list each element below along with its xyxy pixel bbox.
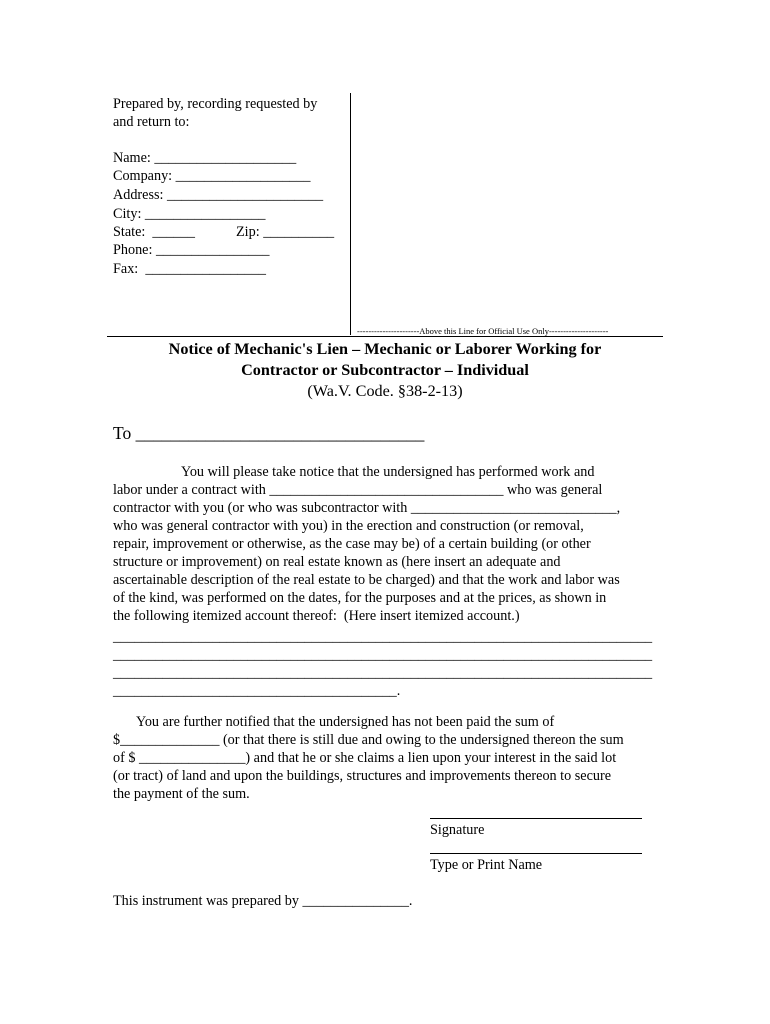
signature-label: Signature <box>430 822 485 838</box>
return-to-label: and return to: <box>113 114 190 130</box>
paragraph1-line: contractor with you (or who was subcontractor with _____________________________, <box>113 500 621 516</box>
paragraph1-line: who was general contractor with you) in the erection and construction (or removal, <box>113 518 584 534</box>
paragraph2-line: (or tract) of land and upon the buildings, structures and improvements thereon to secure <box>113 768 611 784</box>
state-field: State: ______ <box>113 224 195 240</box>
header-divider-vertical <box>350 93 351 335</box>
name-field: Name: ____________________ <box>113 150 297 166</box>
paragraph1-line: structure or improvement) on real estate known as (here insert an adequate and <box>113 554 561 570</box>
itemized-blank-line: ________________________________________. <box>113 683 401 699</box>
itemized-blank-line: ____________________________________________________________________________ <box>113 629 653 645</box>
document-title-line2: Contractor or Subcontractor – Individual <box>241 361 529 379</box>
zip-field: Zip: __________ <box>236 224 335 240</box>
official-use-label: ----------------------Above this Line for Official Use Only--------------------- <box>357 326 609 336</box>
paragraph1-line: labor under a contract with _________________________________ who was general <box>113 482 603 498</box>
print-name-line <box>430 853 642 854</box>
prepared-by-label: Prepared by, recording requested by <box>113 96 318 112</box>
prepared-by-statement: This instrument was prepared by _______________. <box>113 893 413 909</box>
to-line: To _________________________________ <box>113 423 425 443</box>
paragraph2-line: You are further notified that the undersigned has not been paid the sum of <box>136 714 555 730</box>
code-citation: (Wa.V. Code. §38-2-13) <box>307 382 463 400</box>
signature-line <box>430 818 642 819</box>
fax-field: Fax: _________________ <box>113 261 266 277</box>
document-title-line1: Notice of Mechanic's Lien – Mechanic or Laborer Working for <box>168 340 602 358</box>
itemized-blank-line: ____________________________________________________________________________ <box>113 665 653 681</box>
header-divider-horizontal <box>107 336 663 337</box>
phone-field: Phone: ________________ <box>113 242 270 258</box>
paragraph1-line: repair, improvement or otherwise, as the case may be) of a certain building (or other <box>113 536 591 552</box>
paragraph1-line: of the kind, was performed on the dates, for the purposes and at the prices, as shown in <box>113 590 607 606</box>
company-field: Company: ___________________ <box>113 168 311 184</box>
print-name-label: Type or Print Name <box>430 857 543 873</box>
paragraph1-line: ascertainable description of the real estate to be charged) and that the work and labor was <box>113 572 620 588</box>
paragraph1-line: the following itemized account thereof: (Here insert itemized account.) <box>113 608 520 624</box>
itemized-blank-line: ____________________________________________________________________________ <box>113 647 653 663</box>
city-field: City: _________________ <box>113 206 266 222</box>
paragraph1-line: You will please take notice that the undersigned has performed work and <box>181 464 595 480</box>
address-field: Address: ______________________ <box>113 187 324 203</box>
paragraph2-line: the payment of the sum. <box>113 786 250 802</box>
paragraph2-line: $______________ (or that there is still due and owing to the undersigned thereon the sum <box>113 732 624 748</box>
paragraph2-line: of $ _______________) and that he or she claims a lien upon your interest in the said lot <box>113 750 617 766</box>
